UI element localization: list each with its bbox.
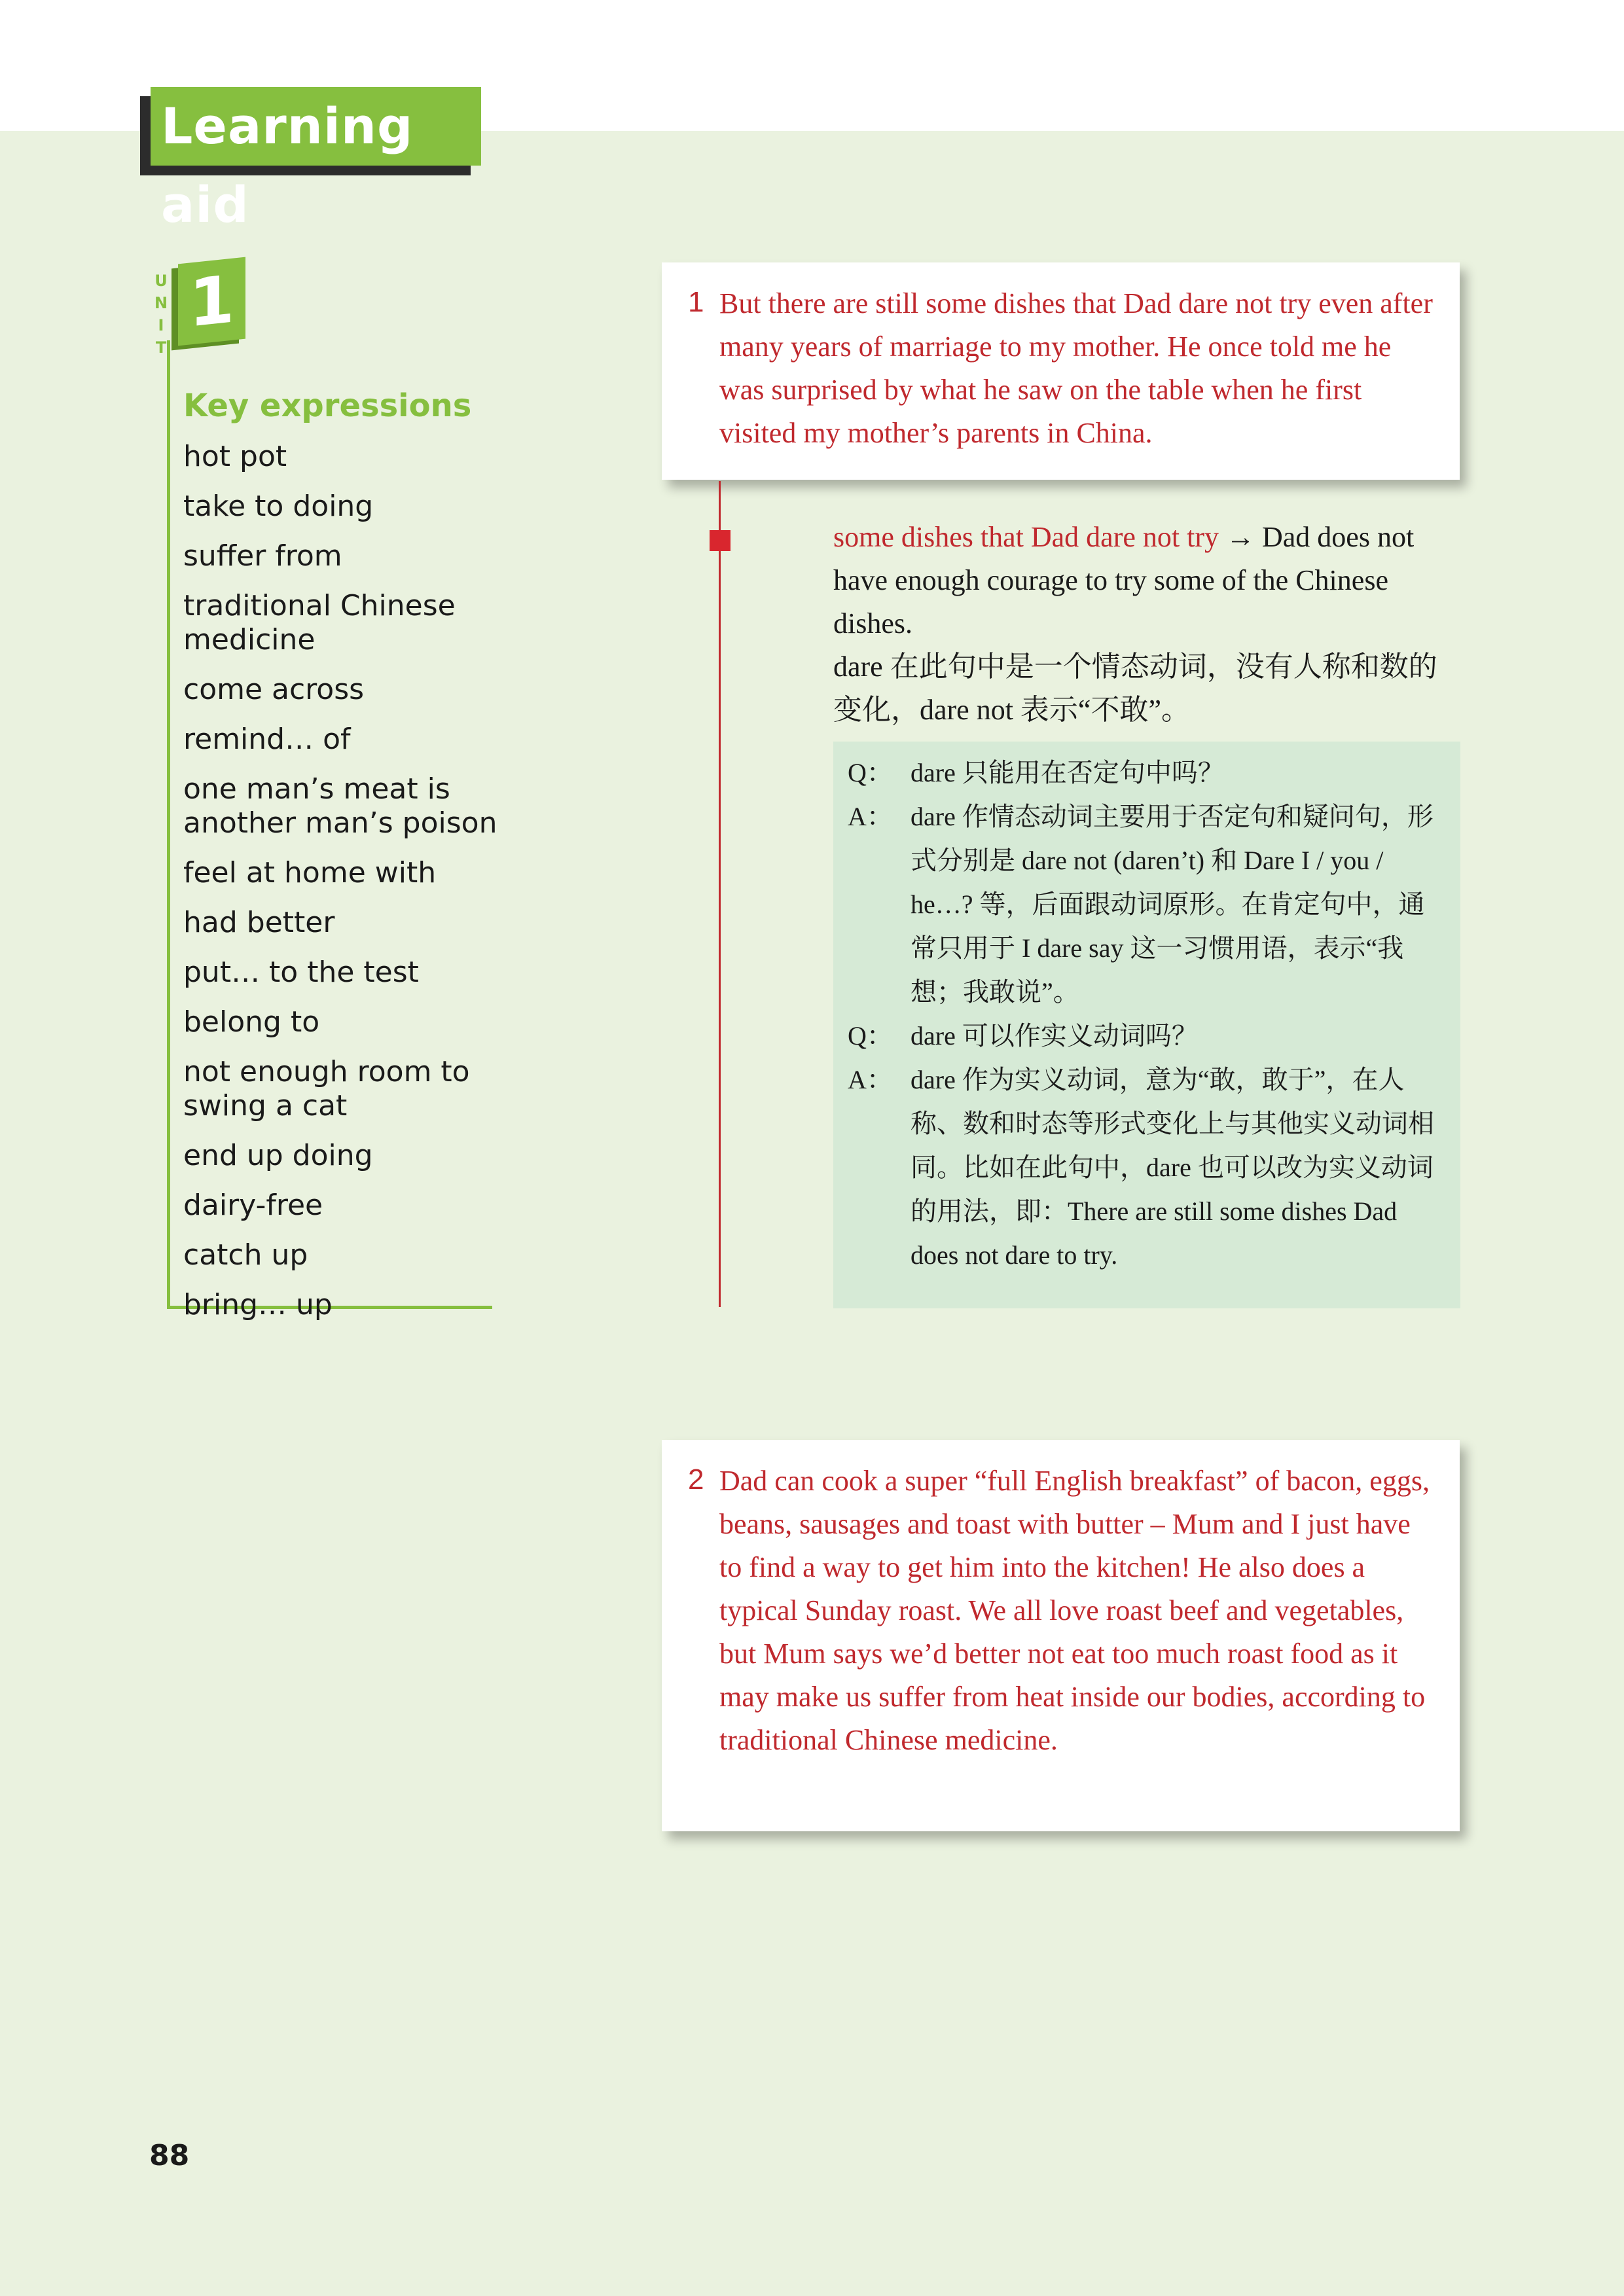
key-expression: bring… up xyxy=(183,1288,333,1321)
key-expression: suffer from xyxy=(183,539,342,573)
key-expression: take to doing xyxy=(183,490,374,523)
note-number: 1 xyxy=(688,286,704,318)
learning-aid-title: Learning aid xyxy=(151,87,481,166)
qa-text: dare 作情态动词主要用于否定句和疑问句，形式分别是 dare not (daren’t) 和 Dare I / you / he…? 等，后面跟动词原形。在肯定句中，通常只用于 I dare say 这一习惯用语，表示“我想；我敢说”。 xyxy=(911,802,1434,1007)
qa-text: dare 只能用在否定句中吗？ xyxy=(911,758,1224,787)
key-expression: end up doing xyxy=(183,1139,373,1172)
key-expression: had better xyxy=(183,906,335,939)
key-expression: belong to xyxy=(183,1005,320,1039)
explanation-chinese: dare 在此句中是一个情态动词，没有人称和数的变化，dare not 表示“不敢”。 xyxy=(833,651,1437,726)
note-text: But there are still some dishes that Dad dare not try even after many years of marriage to my mother. He once told me he was surprised by what he saw on the table when he first visited my mother’s parents in China. xyxy=(719,287,1433,449)
qa-answer xyxy=(848,795,1441,1014)
key-expression: put… to the test xyxy=(183,956,419,989)
qa-label: Q： xyxy=(848,758,893,787)
unit-letter: N xyxy=(154,294,168,312)
note-box-1 xyxy=(662,262,1460,480)
explanation xyxy=(833,516,1462,732)
key-expression: catch up xyxy=(183,1238,308,1272)
highlighted-phrase: some dishes that Dad dare not try xyxy=(833,521,1219,553)
key-expression: dairy-free xyxy=(183,1189,323,1222)
qa-question xyxy=(848,1014,1441,1058)
qa-text: dare 作为实义动词，意为“敢，敢于”，在人称、数和时态等形式变化上与其他实义动词相同。比如在此句中，dare 也可以改为实义动词的用法，即：There are still some dishes Dad does not dare to try. xyxy=(911,1065,1434,1270)
unit-number: 1 xyxy=(178,257,245,346)
key-expressions-title: Key expressions xyxy=(183,387,472,424)
explanation-paraphrase: → Dad does not have enough courage to try some of the Chinese dishes. xyxy=(833,521,1415,639)
note-box-2 xyxy=(662,1440,1460,1831)
qa-answer xyxy=(848,1058,1441,1277)
key-expression: remind… of xyxy=(183,723,351,756)
key-expression: come across xyxy=(183,673,365,706)
key-expression: traditional Chinese medicine xyxy=(183,589,456,656)
unit-letter: U xyxy=(154,272,168,290)
qa-question xyxy=(848,751,1441,795)
explanation-rule xyxy=(719,481,721,1307)
qa-text: dare 可以作实义动词吗？ xyxy=(911,1021,1198,1050)
unit-letter: T xyxy=(155,338,167,357)
key-expression: not enough room to swing a cat xyxy=(183,1055,470,1122)
qa-label: A： xyxy=(848,802,893,831)
note-number: 2 xyxy=(688,1463,704,1496)
key-expressions-list xyxy=(183,440,576,1338)
qa-box xyxy=(833,742,1460,1308)
explanation-english xyxy=(833,516,1462,645)
key-expression: hot pot xyxy=(183,440,287,473)
left-column-rule xyxy=(167,340,170,1309)
note-text: Dad can cook a super “full English breakfast” of bacon, eggs, beans, sausages and toast with butter – Mum and I just have to find a way to get him into the kitchen! He also does a typical Sunday roast. We all love roast beef and vegetables, but Mum says we’d better not eat too much roast food as it may make us suffer from heat inside our bodies, according to traditional Chinese medicine. xyxy=(719,1465,1430,1756)
key-expression: one man’s meat is another man’s poison xyxy=(183,772,497,840)
unit-letter: I xyxy=(158,316,164,334)
qa-label: A： xyxy=(848,1065,893,1094)
page-number: 88 xyxy=(149,2139,190,2172)
qa-label: Q： xyxy=(848,1021,893,1050)
bullet-marker-icon xyxy=(710,530,731,551)
key-expression: feel at home with xyxy=(183,856,437,889)
